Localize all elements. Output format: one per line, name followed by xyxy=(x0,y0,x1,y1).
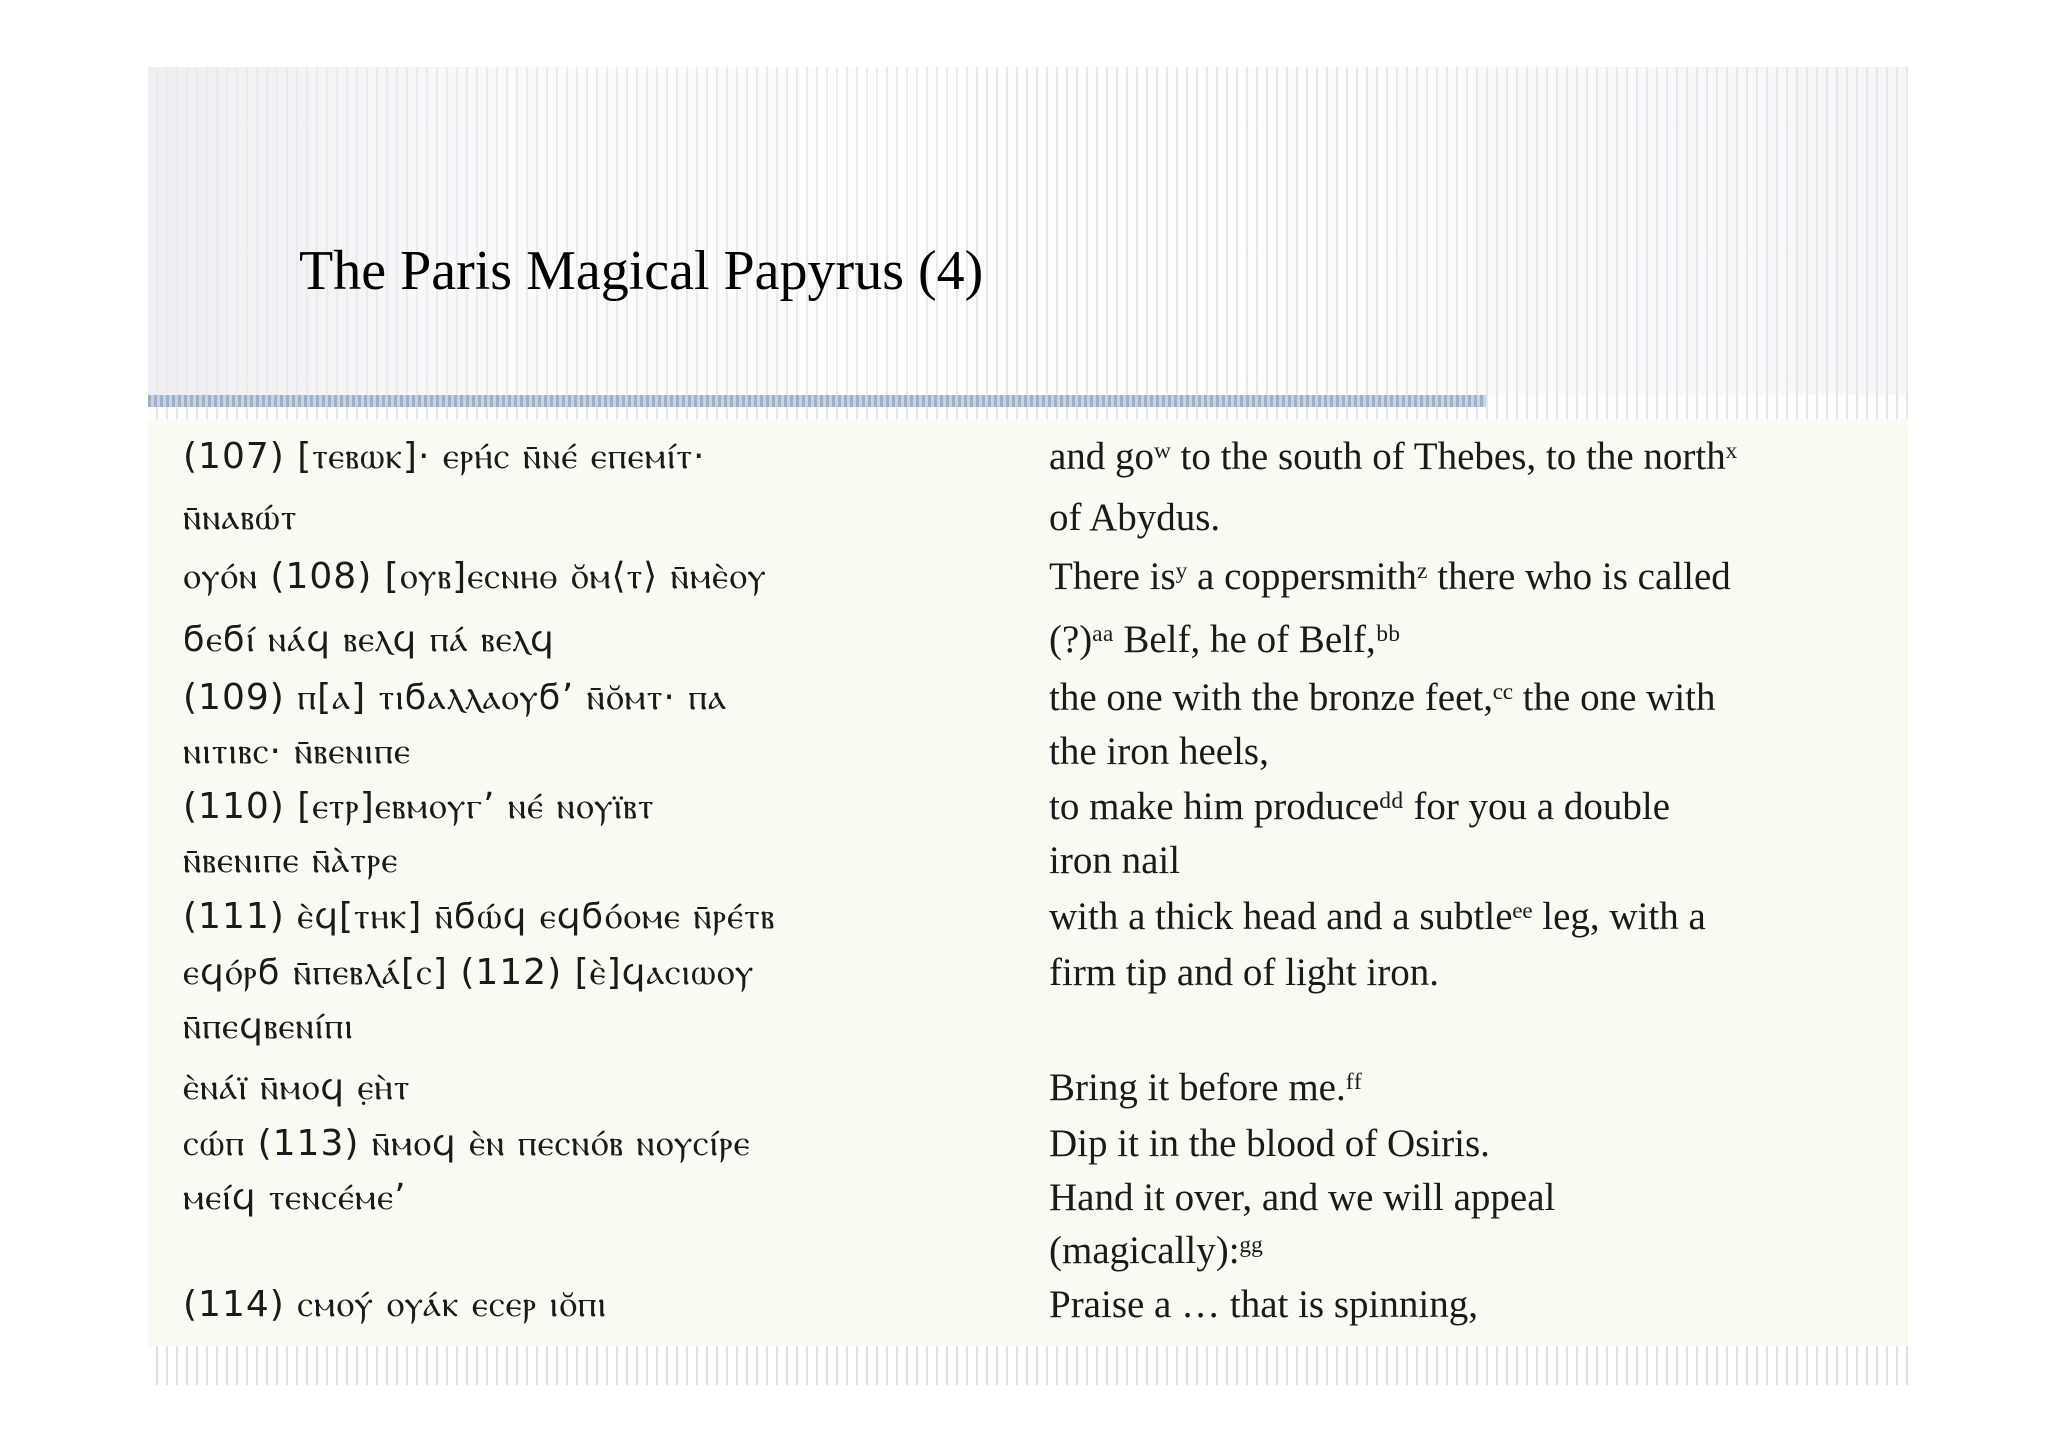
slide xyxy=(148,67,1908,1385)
coptic-text: ϭⲉϭⲓ́ ⲛⲁ́ϥ ⲃⲉⲗϥ ⲡⲁ́ ⲃⲉⲗϥ xyxy=(183,619,555,660)
coptic-text: (111) ⲉ̀ϥ[ⲧⲏⲕ] ⲛ̄ϭⲱ́ϥ ⲉϥϭⲟ́ⲟⲙⲉ ⲛ̄ⲣⲉ́ⲧⲃ xyxy=(183,896,776,937)
english-translation: to make him produceᵈᵈ for you a double xyxy=(1049,785,1671,828)
coptic-text: ⲉ̀ⲛⲁ́ⲓ̈ ⲛ̄ⲙⲟϥ ⲉ̣ⲏ̀ⲧ xyxy=(183,1067,411,1108)
coptic-text: ⲛⲓⲧⲓⲃⲥ· ⲛ̄ⲃⲉⲛⲓⲡⲉ xyxy=(183,731,411,772)
english-translation: Bring it before me.ᶠᶠ xyxy=(1049,1066,1363,1109)
coptic-text: ⲛ̄ⲃⲉⲛⲓⲡⲉ ⲛ̄ⲁ̀ⲧⲣⲉ xyxy=(183,840,399,881)
coptic-text: ⲛ̄ⲛⲁⲃⲱ́ⲧ xyxy=(183,497,298,538)
english-translation: and goʷ to the south of Thebes, to the northˣ xyxy=(1049,435,1737,478)
coptic-text: (107) [ⲧⲉⲃⲱⲕ]· ⲉⲣⲏ́ⲥ ⲛ̄ⲛⲉ́ ⲉⲡⲉⲙⲓ́ⲧ· xyxy=(183,436,706,477)
scanned-page xyxy=(148,419,1908,1346)
english-translation: There isʸ a coppersmithᶻ there who is called xyxy=(1049,555,1731,598)
english-translation: the one with the bronze feet,ᶜᶜ the one with xyxy=(1049,676,1716,719)
english-translation: with a thick head and a subtleᵉᵉ leg, with a xyxy=(1049,895,1706,938)
english-translation: of Abydus. xyxy=(1049,496,1221,539)
english-translation: Praise a … that is spinning, xyxy=(1049,1283,1478,1326)
title-area xyxy=(148,67,1908,395)
english-translation: Hand it over, and we will appeal xyxy=(1049,1176,1556,1219)
coptic-text: (109) ⲡ[ⲁ] ⲧⲓϭⲁⲗⲗⲁⲟⲩϭ’ ⲛ̄ⲟ̆ⲙⲧ· ⲡⲁ xyxy=(183,677,728,718)
english-translation: iron nail xyxy=(1049,839,1181,882)
english-translation: (?)ᵃᵃ Belf, he of Belf,ᵇᵇ xyxy=(1049,618,1400,661)
coptic-text: (110) [ⲉⲧⲣ]ⲉⲃⲙⲟⲩⲅ’ ⲛⲉ́ ⲛⲟⲩⲓ̈ⲃⲧ xyxy=(183,786,655,827)
english-translation: firm tip and of light iron. xyxy=(1049,951,1439,994)
bottom-stripe-strip xyxy=(148,1346,1908,1385)
coptic-text: (114) ⲥⲙⲟⲩ́ ⲟⲩⲁ́ⲕ ⲉⲥⲉⲣ ⲓⲟ̆ⲡⲓ xyxy=(183,1284,608,1325)
english-translation: Dip it in the blood of Osiris. xyxy=(1049,1122,1490,1165)
coptic-text: ⲥⲱ́ⲡ (113) ⲛ̄ⲙⲟϥ ⲉ̀ⲛ ⲡⲉⲥⲛⲟ́ⲃ ⲛⲟⲩⲥⲓ́ⲣⲉ xyxy=(183,1123,751,1164)
title-underline-bar xyxy=(148,395,1486,407)
english-translation: the iron heels, xyxy=(1049,730,1269,773)
english-translation: (magically):ᵍᵍ xyxy=(1049,1229,1264,1272)
slide-title: The Paris Magical Papyrus (4) xyxy=(299,240,984,302)
coptic-text: ⲛ̄ⲡⲉϥⲃⲉⲛⲓ́ⲡⲓ xyxy=(183,1006,354,1047)
coptic-text: ⲙⲉⲓ́ϥ ⲧⲉⲛⲥⲉ́ⲙⲉ’ xyxy=(183,1177,407,1218)
coptic-text: ⲉϥⲟ́ⲣϭ ⲛ̄ⲡⲉⲃⲗⲁ́[ⲥ] (112) [ⲉ̀]ϥⲁⲥⲓⲱⲟⲩ xyxy=(183,952,755,993)
coptic-text: ⲟⲩⲟ́ⲛ (108) [ⲟⲩⲃ]ⲉⲥⲛⲏⲑ ⲟ̆ⲙ⟨ⲧ⟩ ⲛ̄ⲙⲉ̀ⲟⲩ xyxy=(183,556,767,597)
